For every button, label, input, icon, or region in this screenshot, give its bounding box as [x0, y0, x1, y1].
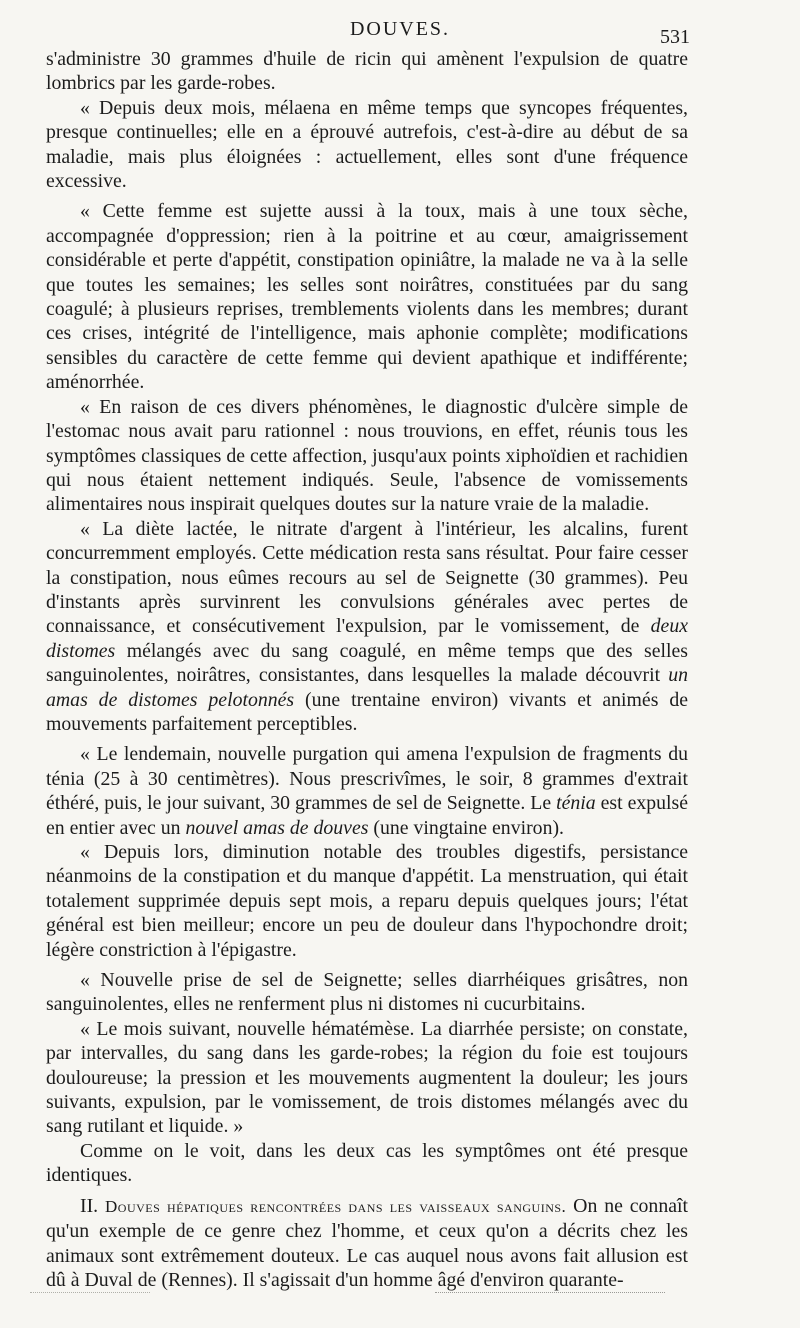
footer-rule-left [30, 1292, 150, 1293]
body-text [46, 47, 688, 1292]
italic-phrase: ténia [556, 792, 596, 815]
italic-phrase: nouvel amas de douves [185, 816, 369, 839]
paragraph-text: « La diète lactée, le nitrate d'argent à l'intérieur, les alcalins, furent concurremment employés. Cette médication resta sans résultat. Pour faire cesser la constipation, nous eûmes recours au sel de Seignette (30 grammes). Peu d'instants après survinrent les convulsions générales avec pertes de connaissance, et consécutivement l'expulsion, par le vomissement, de [46, 517, 688, 638]
paragraph [46, 742, 688, 840]
paragraph: « Le mois suivant, nouvelle hématémèse. La diarrhée persiste; on constate, par intervalles, du sang dans les garde-robes; la région du foie est toujours douloureuse; la pression et les mouvements augmentent la douleur; les jours suivants, expulsion, par le vomissement, de trois distomes mélangés avec du sang rutilant et liquide. » [46, 1017, 688, 1138]
paragraph: Comme on le voit, dans les deux cas les symptômes ont été presque identiques. [46, 1139, 688, 1187]
italic-phrase: un amas de distomes pelotonnés [46, 664, 688, 711]
paragraph-text: On ne connaît qu'un exemple de ce genre chez l'homme, et ceux qu'on a décrits chez les animaux sont extrêmement douteux. Le cas auquel nous avons fait allusion est dû à Duval de (Rennes). Il s'agissait d'un homme âgé d'environ quarante- [46, 1194, 688, 1291]
paragraph [46, 517, 688, 737]
paragraph-text: (une vingtaine environ). [368, 816, 564, 839]
paragraph-text: est expulsé en entier avec un [46, 792, 688, 839]
page-number: 531 [660, 26, 690, 48]
paragraph: « Depuis lors, diminution notable des troubles digestifs, persistance néanmoins de la constipation et du manque d'appétit. La menstruation, qui était totalement supprimée depuis sept mois, a reparu depuis quelques jours; l'état général est bien meilleur; encore un peu de douleur dans l'hypochondre droit; légère constriction à l'épigastre. [46, 841, 688, 961]
paragraph: « Cette femme est sujette aussi à la toux, mais à une toux sèche, accompagnée d'oppression; rien à la poitrine et au cœur, amaigrissement considérable et perte d'appétit, constipation opiniâtre, la malade ne va à la selle que toutes les semaines; les selles sont noirâtres, constituées par du sang coagulé; à plusieurs reprises, tremblements violents dans les membres; durant ces crises, intégrité de l'intelligence, mais aphonie complète; modifications sensibles du caractère de cette femme qui devient apathique et indifférente; aménorrhée. [46, 200, 688, 394]
paragraph-text: mélangés avec du sang coagulé, en même temps que des selles sanguinolentes, noirâtres, consistantes, dans lesquelles la malade découvrit [46, 639, 688, 687]
footer-rule-right [435, 1292, 665, 1293]
paragraph-text: « Le lendemain, nouvelle purgation qui amena l'expulsion de fragments du ténia (25 à 30 centimètres). Nous prescrivîmes, le soir, 8 grammes d'extrait éthéré, puis, le jour suivant, 30 grammes de sel de Seignette. Le [46, 743, 688, 815]
running-title: DOUVES. [349, 18, 451, 40]
paragraph: « En raison de ces divers phénomènes, le diagnostic d'ulcère simple de l'estomac nous avait paru rationnel : nous trouvions, en effet, réunis tous les symptômes classiques de cette affection, jusqu'aux points xiphoïdien et rachidien qui nous étaient nettement indiqués. Seule, l'absence de vomissements alimentaires nous inspirait quelques doutes sur la nature vraie de la maladie. [46, 395, 688, 516]
section-paragraph [46, 1194, 688, 1293]
paragraph-text: (une trentaine environ) vivants et animés de mouvements parfaitement perceptibles. [46, 688, 688, 735]
paragraph: « Depuis deux mois, mélaena en même temps que syncopes fréquentes, presque continuelles; elle en a éprouvé autrefois, c'est-à-dire au début de sa maladie, mais plus éloignées : actuellement, elles sont d'une fréquence excessive. [46, 96, 688, 193]
section-heading: Douves hépatiques rencontrées dans les vaisseaux sanguins. [105, 1196, 567, 1216]
section-number: II. [80, 1194, 105, 1217]
paragraph: « Nouvelle prise de sel de Seignette; selles diarrhéiques grisâtres, non sanguinolentes, elles ne renferment plus ni distomes ni cucurbitains. [46, 969, 688, 1016]
italic-phrase: deux distomes [46, 615, 688, 662]
paragraph: s'administre 30 grammes d'huile de ricin qui amènent l'expulsion de quatre lombrics par les garde-robes. [46, 48, 688, 95]
